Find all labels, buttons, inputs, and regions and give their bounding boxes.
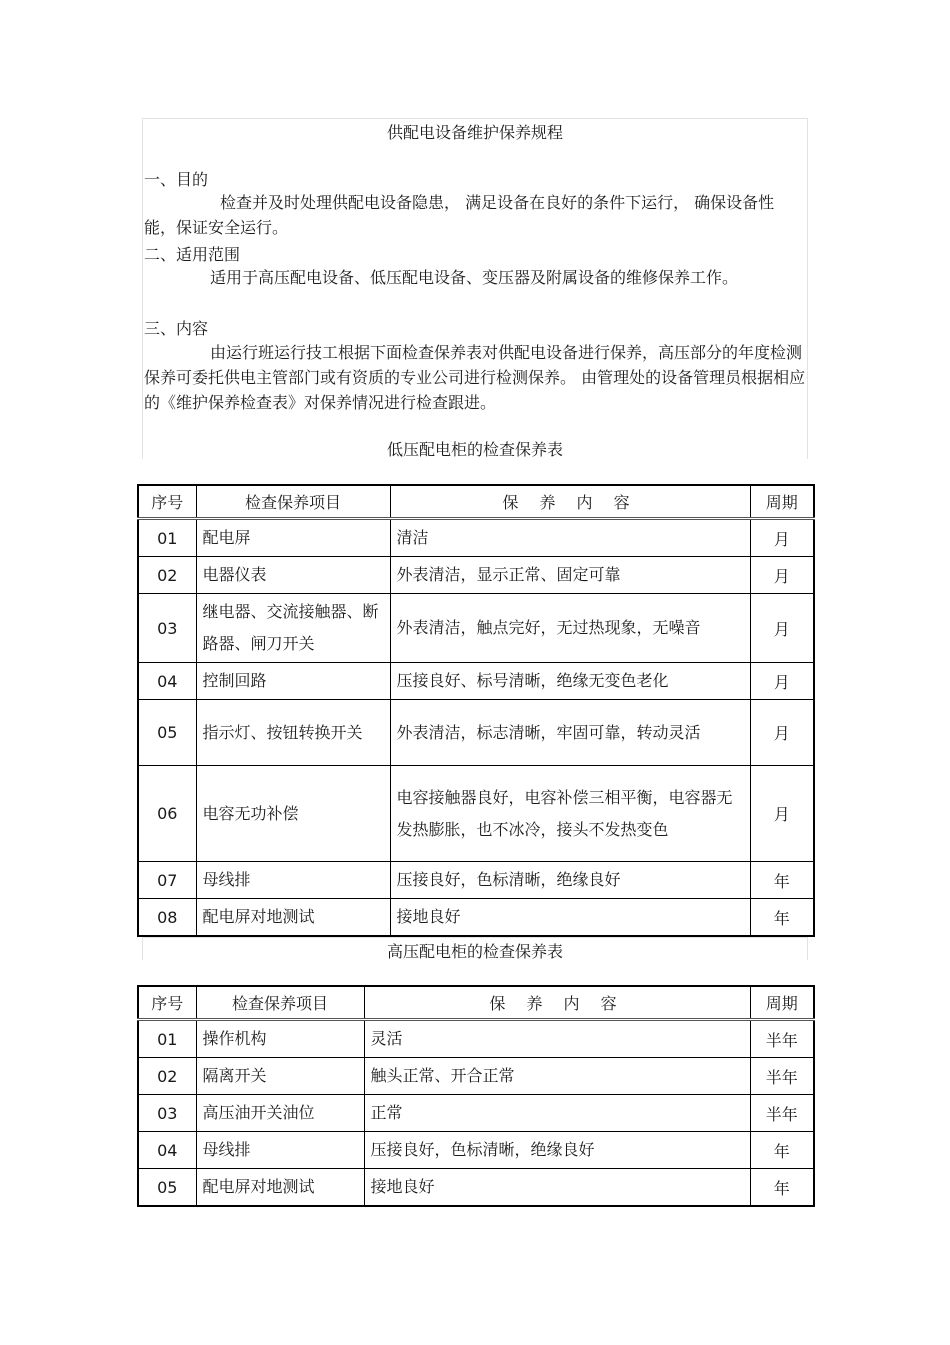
cell-no: 01	[138, 1020, 196, 1058]
cell-no: 07	[138, 862, 196, 899]
cell-content: 接地良好	[390, 899, 750, 937]
cell-no: 05	[138, 700, 196, 766]
cell-cycle: 年	[750, 1132, 814, 1169]
table-row	[138, 1058, 814, 1095]
cell-no: 01	[138, 519, 196, 557]
section-2-text: 适用于高压配电设备、低压配电设备、变压器及附属设备的维修保养工作。	[210, 268, 739, 287]
cell-content: 外表清洁，显示正常、固定可靠	[390, 557, 750, 594]
cell-content: 触头正常、开合正常	[364, 1058, 750, 1095]
cell-cycle: 月	[750, 557, 814, 594]
cell-item: 配电屏对地测试	[196, 899, 390, 937]
table-row	[138, 557, 814, 594]
table-row	[138, 899, 814, 937]
cell-item: 电器仪表	[196, 557, 390, 594]
cell-content: 外表清洁，标志清晰，牢固可靠，转动灵活	[390, 700, 750, 766]
cell-cycle: 月	[750, 594, 814, 663]
cell-item: 继电器、交流接触器、断路器、闸刀开关	[196, 594, 390, 663]
table-row	[138, 766, 814, 862]
section-2-heading: 二、适用范围	[144, 245, 241, 264]
cell-cycle: 年	[750, 862, 814, 899]
cell-item: 控制回路	[196, 663, 390, 700]
cell-item: 配电屏	[196, 519, 390, 557]
doc-title: 供配电设备维护保养规程	[386, 123, 563, 142]
cell-item: 电容无功补偿	[196, 766, 390, 862]
cell-content: 压接良好，色标清晰，绝缘良好	[390, 862, 750, 899]
cell-cycle: 月	[750, 519, 814, 557]
table-row	[138, 519, 814, 557]
header-no: 序号	[138, 986, 196, 1020]
cell-no: 02	[138, 1058, 196, 1095]
table-row	[138, 1132, 814, 1169]
cell-content: 压接良好、标号清晰，绝缘无变色老化	[390, 663, 750, 700]
header-item: 检查保养项目	[196, 485, 390, 519]
table-row	[138, 1169, 814, 1207]
header-content: 保 养 内 容	[390, 485, 750, 519]
table-row	[138, 700, 814, 766]
header-item: 检查保养项目	[196, 986, 364, 1020]
cell-no: 04	[138, 663, 196, 700]
cell-no: 06	[138, 766, 196, 862]
table-row	[138, 663, 814, 700]
cell-cycle: 月	[750, 663, 814, 700]
cell-no: 04	[138, 1132, 196, 1169]
section-1-heading: 一、目的	[144, 170, 209, 189]
cell-item: 母线排	[196, 862, 390, 899]
cell-no: 03	[138, 594, 196, 663]
cell-content: 接地良好	[364, 1169, 750, 1207]
cell-content: 清洁	[390, 519, 750, 557]
cell-item: 高压油开关油位	[196, 1095, 364, 1132]
cell-item: 操作机构	[196, 1020, 364, 1058]
cell-content: 正常	[364, 1095, 750, 1132]
table-row	[138, 1095, 814, 1132]
cell-cycle: 半年	[750, 1095, 814, 1132]
header-no: 序号	[138, 485, 196, 519]
high-voltage-table	[137, 985, 815, 1207]
cell-item: 母线排	[196, 1132, 364, 1169]
cell-no: 05	[138, 1169, 196, 1207]
cell-cycle: 年	[750, 899, 814, 937]
header-content: 保 养 内 容	[364, 986, 750, 1020]
section-3-text: 由运行班运行技工根据下面检查保养表对供配电设备进行保养，高压部分的年度检测保养可委托供电主管部门或有资质的专业公司进行检测保养。 由管理处的设备管理员根据相应的《维护保养检查表》对保养情况进行检查跟进。	[144, 343, 806, 412]
cell-no: 02	[138, 557, 196, 594]
cell-cycle: 月	[750, 766, 814, 862]
header-cycle: 周期	[750, 485, 814, 519]
table-row	[138, 862, 814, 899]
low-voltage-table-title: 低压配电柜的检查保养表	[386, 440, 563, 459]
table-header-row	[138, 986, 814, 1020]
low-voltage-table	[137, 484, 815, 937]
cell-content: 外表清洁，触点完好，无过热现象，无噪音	[390, 594, 750, 663]
header-cycle: 周期	[750, 986, 814, 1020]
cell-cycle: 半年	[750, 1058, 814, 1095]
cell-item: 隔离开关	[196, 1058, 364, 1095]
cell-no: 03	[138, 1095, 196, 1132]
cell-cycle: 年	[750, 1169, 814, 1207]
table-header-row	[138, 485, 814, 519]
cell-cycle: 半年	[750, 1020, 814, 1058]
section-1-text: 检查并及时处理供配电设备隐患， 满足设备在良好的条件下运行， 确保设备性能，保证安全运行。	[144, 193, 775, 237]
section-3-heading: 三、内容	[144, 319, 209, 338]
cell-item: 配电屏对地测试	[196, 1169, 364, 1207]
cell-content: 电容接触器良好，电容补偿三相平衡，电容器无发热膨胀，也不冰冷，接头不发热变色	[390, 766, 750, 862]
cell-no: 08	[138, 899, 196, 937]
table-row	[138, 1020, 814, 1058]
cell-cycle: 月	[750, 700, 814, 766]
cell-content: 灵活	[364, 1020, 750, 1058]
cell-content: 压接良好，色标清晰，绝缘良好	[364, 1132, 750, 1169]
high-voltage-table-title: 高压配电柜的检查保养表	[386, 942, 563, 961]
cell-item: 指示灯、按钮转换开关	[196, 700, 390, 766]
table-row	[138, 594, 814, 663]
